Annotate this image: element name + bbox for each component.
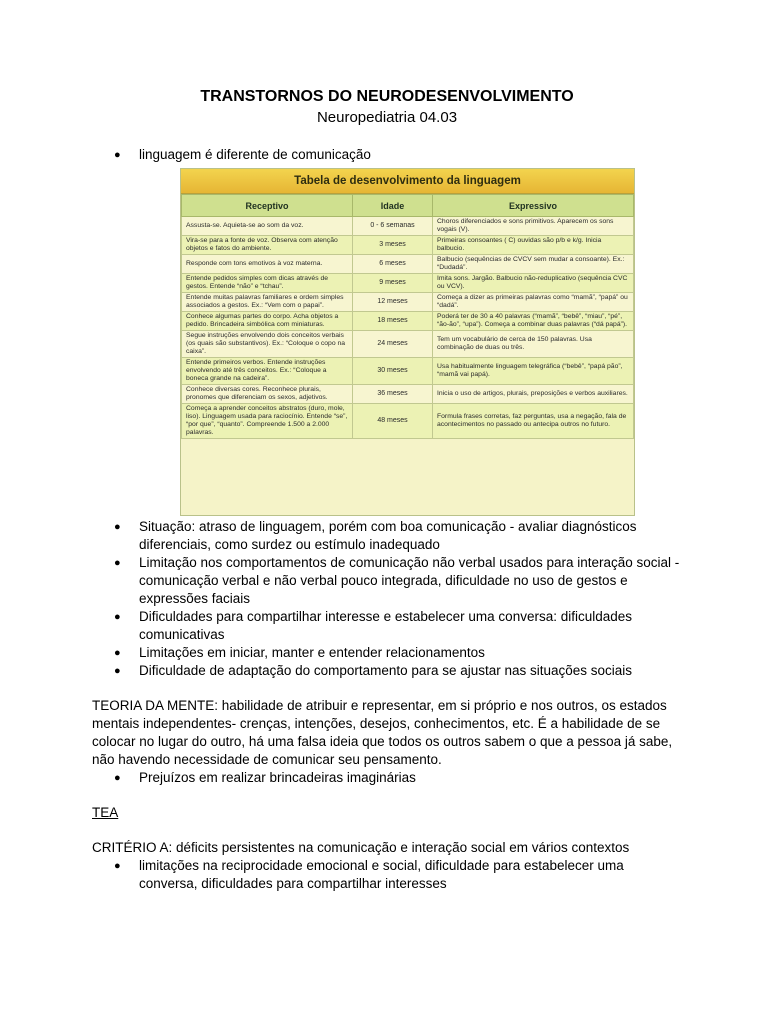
- header-idade: Idade: [353, 195, 433, 217]
- cell-idade: 24 meses: [353, 331, 433, 358]
- cell-idade: 3 meses: [353, 236, 433, 255]
- table-row: [182, 385, 634, 404]
- table-row: [182, 255, 634, 274]
- bullet-icon: ●: [114, 611, 121, 623]
- cell-receptivo: Responde com tons emotivos à voz materna.: [182, 255, 353, 274]
- document-subtitle: Neuropediatria 04.03: [316, 109, 458, 126]
- teoria-list: [92, 769, 682, 787]
- intro-list: [92, 146, 682, 164]
- table-row: [182, 331, 634, 358]
- language-development-table-image: [180, 168, 635, 516]
- bullet-icon: ●: [114, 149, 121, 161]
- teoria-da-mente-paragraph: TEORIA DA MENTE: habilidade de atribuir e representar, em si próprio e nos outros, os estados mentais independentes- crenças, intenções, desejos, conhecimentos, etc. É a habilidade de se colocar no lugar do outro, há uma falsa ideia que todos os outros sabem o que a pessoa já sabe, não havendo necessidade de comunicar seu pensamento.: [92, 698, 673, 767]
- cell-expressivo: Inicia o uso de artigos, plurais, preposições e verbos auxiliares.: [433, 385, 634, 404]
- cell-idade: 0 - 6 semanas: [353, 217, 433, 236]
- tea-heading: TEA: [92, 805, 119, 820]
- bullet-icon: ●: [114, 772, 121, 784]
- list-item: ● Prejuízos em realizar brincadeiras imaginárias: [114, 770, 416, 785]
- cell-idade: 6 meses: [353, 255, 433, 274]
- main-list: [92, 518, 682, 680]
- cell-expressivo: Balbucio (sequências de CVCV sem mudar a consoante). Ex.: “Dudadá”.: [433, 255, 634, 274]
- cell-expressivo: Primeiras consoantes ( C) ouvidas são p/b e k/g. Inicia balbucio.: [433, 236, 634, 255]
- cell-receptivo: Conhece algumas partes do corpo. Acha objetos a pedido. Brincadeira simbólica com miniaturas.: [182, 312, 353, 331]
- bullet-icon: ●: [114, 647, 121, 659]
- cell-receptivo: Vira-se para a fonte de voz. Observa com atenção objetos e fatos do ambiente.: [182, 236, 353, 255]
- list-item: ● Dificuldades para compartilhar interesse e estabelecer uma conversa: dificuldades comunicativas: [114, 609, 633, 642]
- header-receptivo: Receptivo: [182, 195, 353, 217]
- cell-receptivo: Segue instruções envolvendo dois conceitos verbais (os quais são substantivos). Ex.: “Coloque o copo na caixa”.: [182, 331, 353, 358]
- cell-receptivo: Entende pedidos simples com dicas através de gestos. Entende “não” e “tchau”.: [182, 274, 353, 293]
- table-body: [182, 217, 634, 439]
- bullet-icon: ●: [114, 665, 121, 677]
- list-item: ● Situação: atraso de linguagem, porém com boa comunicação - avaliar diagnósticos diferenciais, como surdez ou estímulo inadequado: [114, 519, 637, 552]
- cell-idade: 18 meses: [353, 312, 433, 331]
- cell-receptivo: Conhece diversas cores. Reconhece plurais, pronomes que diferenciam os sexos, adjetivos.: [182, 385, 353, 404]
- cell-idade: 48 meses: [353, 404, 433, 439]
- header-expressivo: Expressivo: [433, 195, 634, 217]
- document-title: TRANSTORNOS DO NEURODESENVOLVIMENTO: [200, 88, 574, 105]
- cell-receptivo: Entende muitas palavras familiares e ordem simples associados a gestos. Ex.: “Vem com o papai”.: [182, 293, 353, 312]
- cell-expressivo: Tem um vocabulário de cerca de 150 palavras. Usa combinação de duas ou três.: [433, 331, 634, 358]
- document-page: [92, 86, 682, 893]
- cell-expressivo: Choros diferenciados e sons primitivos. Aparecem os sons vogais (V).: [433, 217, 634, 236]
- table-row: [182, 404, 634, 439]
- cell-expressivo: Imita sons. Jargão. Balbucio não-reduplicativo (sequência CVC ou VCV).: [433, 274, 634, 293]
- cell-idade: 9 meses: [353, 274, 433, 293]
- bullet-icon: ●: [114, 521, 121, 533]
- bullet-icon: ●: [114, 557, 121, 569]
- cell-idade: 36 meses: [353, 385, 433, 404]
- table-row: [182, 236, 634, 255]
- table-row: [182, 312, 634, 331]
- table-row: [182, 293, 634, 312]
- table-row: [182, 358, 634, 385]
- table-row: [182, 217, 634, 236]
- cell-receptivo: Entende primeiros verbos. Entende instruções envolvendo até três conceitos. Ex.: “Coloque a boneca grande na cadeira”.: [182, 358, 353, 385]
- criterio-list: [92, 857, 682, 893]
- list-item: ● limitações na reciprocidade emocional e social, dificuldade para estabelecer uma conversa, dificuldades para compartilhar interesses: [114, 858, 624, 891]
- bullet-icon: ●: [114, 860, 121, 872]
- cell-receptivo: Assusta-se. Aquieta-se ao som da voz.: [182, 217, 353, 236]
- table-row: [182, 274, 634, 293]
- cell-idade: 12 meses: [353, 293, 433, 312]
- cell-expressivo: Começa a dizer as primeiras palavras como “mamã”, “papá” ou “dadá”.: [433, 293, 634, 312]
- criterio-a-paragraph: CRITÉRIO A: déficits persistentes na comunicação e interação social em vários contextos: [92, 840, 630, 855]
- list-item: ● Dificuldade de adaptação do comportamento para se ajustar nas situações sociais: [114, 663, 633, 678]
- list-item: ● linguagem é diferente de comunicação: [114, 147, 371, 162]
- cell-expressivo: Formula frases corretas, faz perguntas, usa a negação, fala de acontecimentos no passado ou antecipa outros no futuro.: [433, 404, 634, 439]
- cell-expressivo: Usa habitualmente linguagem telegráfica (“bebê”, “papá pão”, “mamã vai papá).: [433, 358, 634, 385]
- table-title: Tabela de desenvolvimento da linguagem: [181, 169, 634, 194]
- list-item: ● Limitação nos comportamentos de comunicação não verbal usados para interação social - comunicação verbal e não verbal pouco integrada, dificuldade no uso de gestos e expressões faciais: [114, 555, 680, 606]
- language-table: [181, 194, 634, 439]
- cell-receptivo: Começa a aprender conceitos abstratos (duro, mole, liso). Linguagem usada para raciocínio. Entende “se”, “por que”, “quanto”. Compreende 1.500 a 2.000 palavras.: [182, 404, 353, 439]
- cell-idade: 30 meses: [353, 358, 433, 385]
- cell-expressivo: Poderá ter de 30 a 40 palavras (“mamã”, “bebê”, “miau”, “pé”, “ão-ão”, “upa”). Começa a combinar duas palavras (“dá papá”).: [433, 312, 634, 331]
- list-item: ● Limitações em iniciar, manter e entender relacionamentos: [114, 645, 485, 660]
